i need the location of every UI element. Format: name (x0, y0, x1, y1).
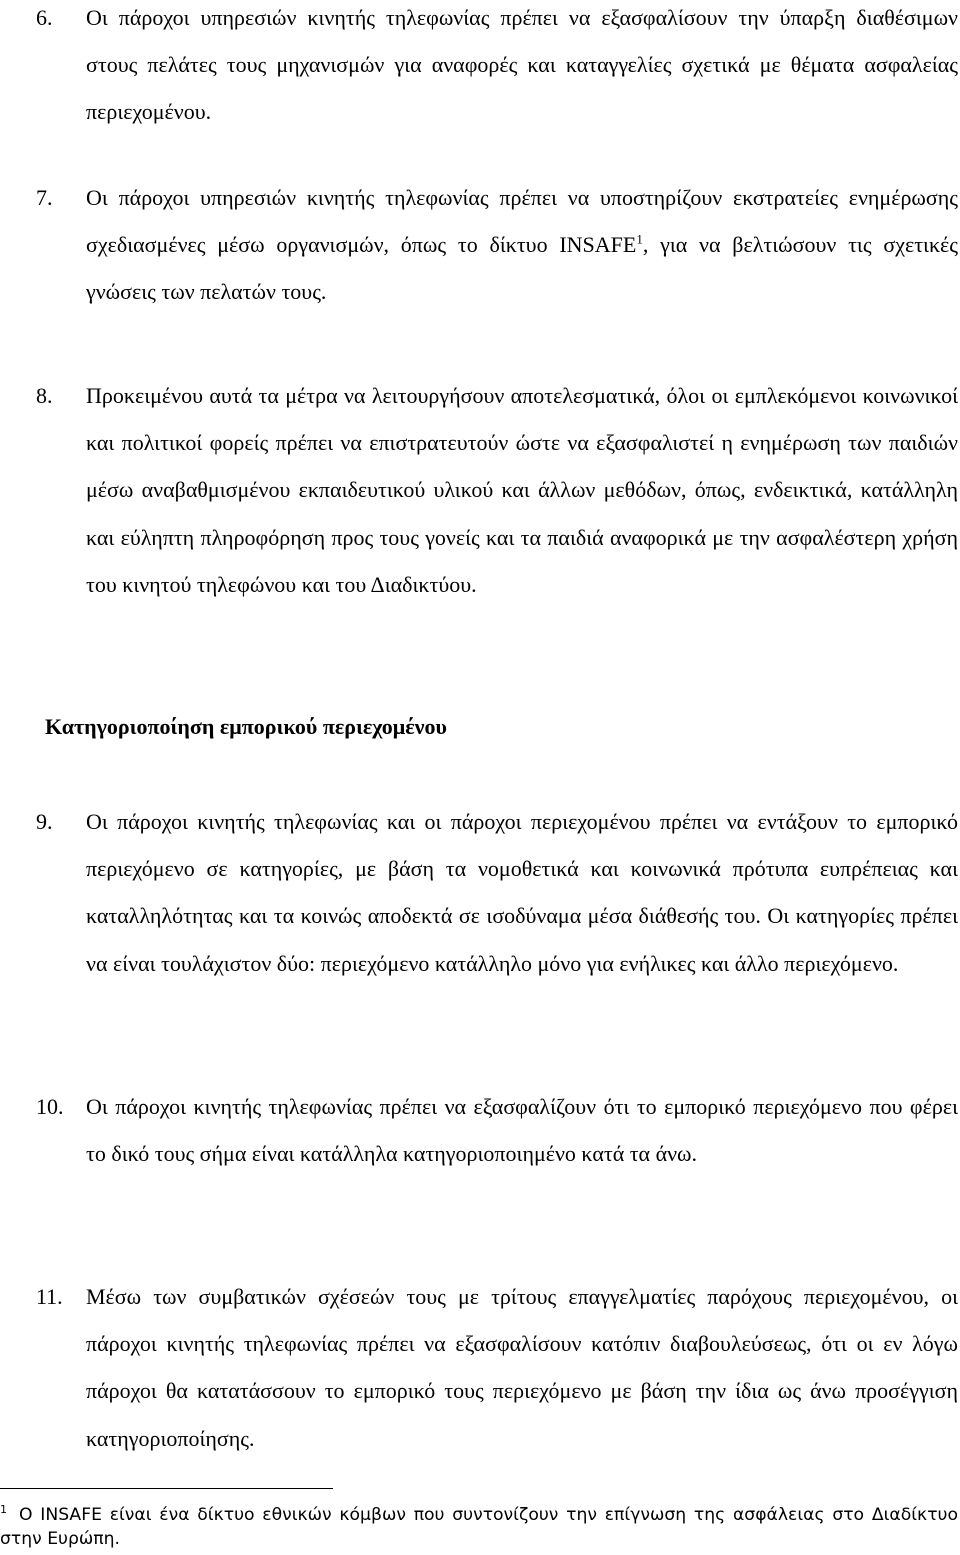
item-text: Οι πάροχοι κινητής τηλεφωνίας πρέπει να εξασφαλίζουν ότι το εμπορικό περιεχόμενο που φέρει το δικό τους σήμα είναι κατάλληλα κατηγοριοποιημένο κατά τα άνω. (86, 1094, 958, 1167)
item-number: 9. (36, 809, 53, 834)
item-text-continued: , για να βελτιώσουν τις σχετικές γνώσεις των πελατών τους. (86, 232, 958, 305)
item-text: Οι πάροχοι κινητής τηλεφωνίας και οι πάροχοι περιεχομένου πρέπει να εντάξουν το εμπορικό περιεχόμενο σε κατηγορίες, με βάση τα νομοθετικά και κοινωνικά πρότυπα ευπρέπειας και καταλληλότητας και τα κοινώς αποδεκτά σε ισοδύναμα μέσα διάθεσής του. Οι κατηγορίες πρέπει να είναι τουλάχιστον δύο: περιεχόμενο κατάλληλο μόνο για ενήλικες και άλλο περιεχόμενο. (86, 809, 958, 976)
list-item-11 (0, 1273, 958, 1462)
item-number: 6. (36, 5, 53, 30)
item-number: 7. (36, 185, 53, 210)
footnote-divider (0, 1488, 333, 1489)
item-number: 8. (36, 383, 53, 408)
section-heading: Κατηγοριοποίηση εμπορικού περιεχομένου (45, 714, 447, 739)
item-number: 11. (36, 1284, 63, 1309)
list-item-10 (0, 1083, 958, 1177)
item-text: Προκειμένου αυτά τα μέτρα να λειτουργήσουν αποτελεσματικά, όλοι οι εμπλεκόμενοι κοινωνικοί και πολιτικοί φορείς πρέπει να επιστρατευτούν ώστε να εξασφαλιστεί η ενημέρωση των παιδιών μέσω αναβαθμισμένου εκπαιδευτικού υλικού και άλλων μεθόδων, όπως, ενδεικτικά, κατάλληλη και εύληπτη πληροφόρηση προς τους γονείς και τα παιδιά αναφορικά με την ασφαλέστερη χρήση του κινητού τηλεφώνου και του Διαδικτύου. (86, 383, 958, 597)
item-text: Μέσω των συμβατικών σχέσεών τους με τρίτους επαγγελματίες παρόχους περιεχομένου, οι πάροχοι κινητής τηλεφωνίας πρέπει να εξασφαλίσουν κατόπιν διαβουλεύσεως, ότι οι εν λόγω πάροχοι θα κατατάσσουν το εμπορικό τους περιεχόμενο με βάση την ίδια ως άνω προσέγγιση κατηγοριοποίησης. (86, 1284, 958, 1451)
item-text (86, 174, 958, 316)
footnote-number: 1 (0, 1503, 7, 1517)
list-item-9 (0, 798, 958, 987)
list-item-7 (0, 174, 958, 316)
list-item-6 (0, 0, 958, 136)
footnote-reference: 1 (636, 231, 643, 247)
footnote-text: Ο INSAFE είναι ένα δίκτυο εθνικών κόμβων που συντονίζουν την επίγνωση της ασφάλειας στο Διαδίκτυο στην Ευρώπη. (0, 1505, 958, 1549)
item-text: Οι πάροχοι υπηρεσιών κινητής τηλεφωνίας πρέπει να εξασφαλίσουν την ύπαρξη διαθέσιμων στους πελάτες τους μηχανισμών για αναφορές και καταγγελίες σχετικά με θέματα ασφαλείας περιεχομένου. (86, 5, 958, 125)
footnote (0, 1503, 958, 1551)
item-text-main: Οι πάροχοι υπηρεσιών κινητής τηλεφωνίας πρέπει να υποστηρίζουν εκστρατείες ενημέρωσης σχεδιασμένες μέσω οργανισμών, όπως το δίκτυο INSAFE (86, 185, 958, 258)
list-item-8 (0, 372, 958, 608)
item-number: 10. (36, 1094, 64, 1119)
